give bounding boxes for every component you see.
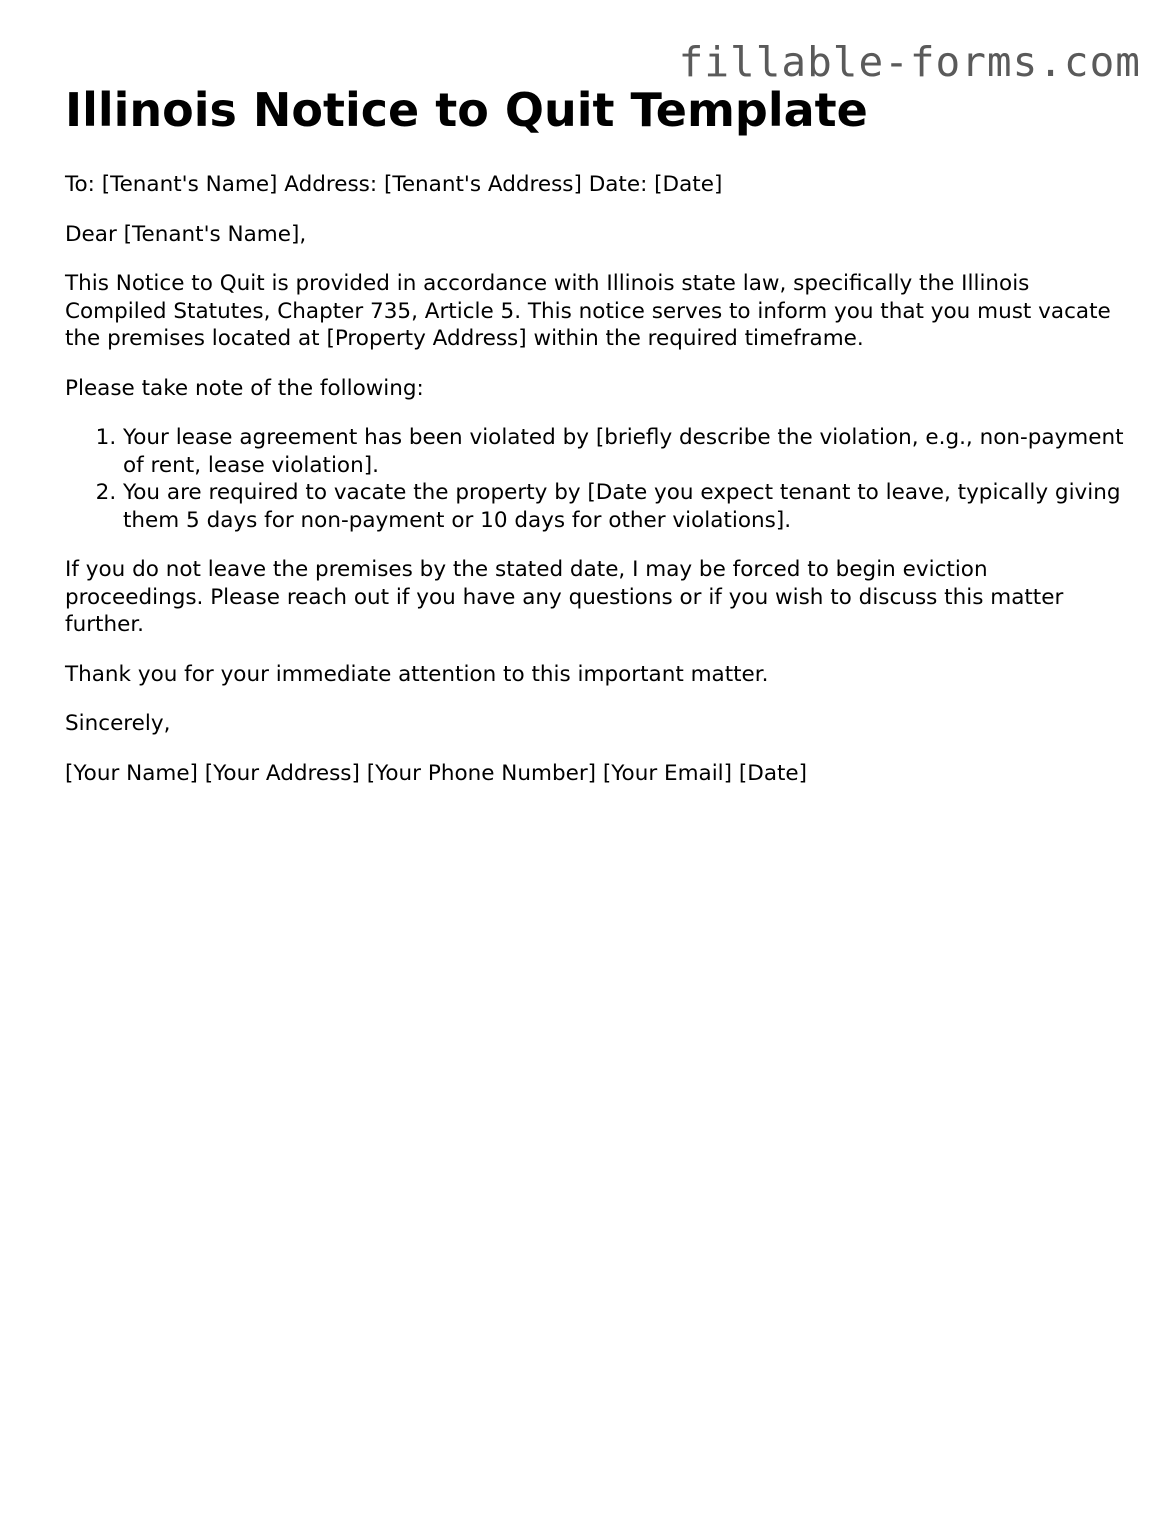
watermark: fillable-forms.com xyxy=(678,38,1141,86)
page-title: Illinois Notice to Quit Template xyxy=(65,83,868,137)
document-body xyxy=(65,82,1125,809)
signature-line: [Your Name] [Your Address] [Your Phone Number] [Your Email] [Date] xyxy=(65,760,808,786)
salutation: Dear [Tenant's Name], xyxy=(65,221,307,247)
list-intro: Please take note of the following: xyxy=(65,375,424,401)
notice-list xyxy=(65,424,1125,534)
thanks-paragraph: Thank you for your immediate attention to this important matter. xyxy=(65,661,769,687)
list-item: 2. You are required to vacate the property by [Date you expect tenant to leave, typically giving them 5 days for non-payment or 10 days for other violations]. xyxy=(123,479,1125,534)
header-line: To: [Tenant's Name] Address: [Tenant's Address] Date: [Date] xyxy=(65,172,723,197)
warning-paragraph: If you do not leave the premises by the stated date, I may be forced to begin eviction proceedings. Please reach out if you have any questions or if you wish to discuss this matter further. xyxy=(65,557,1064,637)
list-item: 1. Your lease agreement has been violated by [briefly describe the violation, e.g., non-payment of rent, lease violation]. xyxy=(123,424,1125,479)
intro-paragraph: This Notice to Quit is provided in accordance with Illinois state law, specifically the Illinois Compiled Statutes, Chapter 735, Article 5. This notice serves to inform you that you must vacate the premises located at [Property Address] within the required timeframe. xyxy=(65,271,1111,351)
closing: Sincerely, xyxy=(65,711,171,736)
